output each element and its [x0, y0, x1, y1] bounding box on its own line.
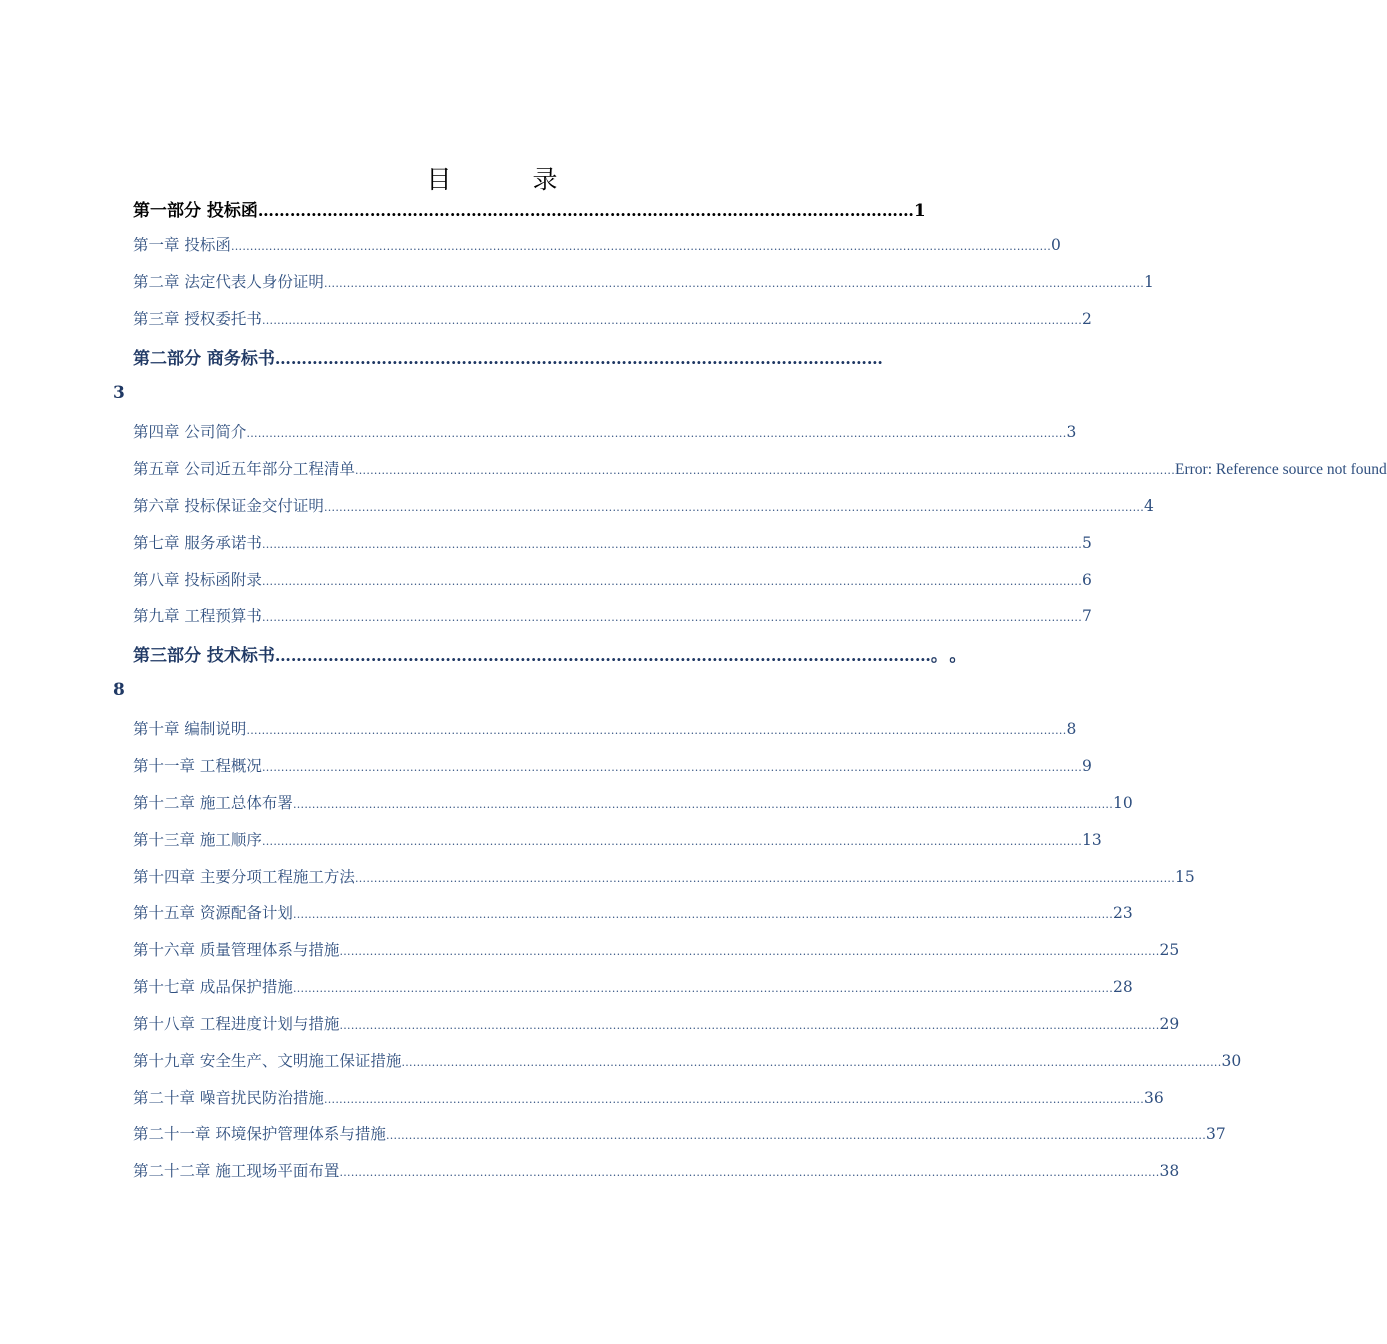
toc-label: 第二章 法定代表人身份证明: [133, 273, 324, 291]
toc-label: 第三章 授权委托书: [133, 310, 262, 328]
toc-page-number: 1: [1144, 273, 1154, 291]
toc-page-number: Error: Reference source not found: [1175, 461, 1387, 478]
toc-chapter-22[interactable]: [133, 1159, 1180, 1181]
toc-leader-dots: ……………………………………………………………………………………………………………: [257, 201, 914, 220]
toc-leader-dots: ........................................................................................................................................................................................................................: [339, 1166, 1160, 1179]
toc-label: 第十二章 施工总体布署: [133, 794, 293, 812]
toc-leader-dots: ........................................................................................................................................................................................................................: [261, 611, 1082, 624]
toc-page-number: 29: [1159, 1015, 1180, 1033]
toc-page-number: 36: [1144, 1089, 1164, 1107]
toc-page-number: 3: [113, 383, 125, 403]
toc-chapter-13[interactable]: [133, 828, 1102, 850]
toc-chapter-1[interactable]: [133, 233, 1061, 255]
toc-label: 第七章 服务承诺书: [133, 534, 262, 552]
toc-page-number: 0: [1051, 236, 1061, 254]
toc-label: 第四章 公司简介: [133, 423, 247, 441]
toc-leader-dots: ........................................................................................................................................................................................................................: [246, 724, 1067, 737]
toc-chapter-17[interactable]: [133, 975, 1133, 997]
toc-leader-dots: ........................................................................................................................................................................................................................: [261, 314, 1082, 327]
toc-page-number: 25: [1159, 941, 1180, 959]
toc-leader-dots: ........................................................................................................................................................................................................................: [354, 464, 1175, 477]
toc-leader-dots: ........................................................................................................................................................................................................................: [292, 908, 1113, 921]
toc-page-number: 3: [1066, 423, 1077, 441]
toc-chapter-18[interactable]: [133, 1012, 1180, 1034]
toc-chapter-15[interactable]: [133, 901, 1133, 923]
toc-leader-dots: ........................................................................................................................................................................................................................: [292, 798, 1113, 811]
toc-leader-dots: ........................................................................................................................................................................................................................: [261, 835, 1082, 848]
toc-leader-dots: ........................................................................................................................................................................................................................: [246, 427, 1067, 440]
toc-label: 第十一章 工程概况: [133, 757, 262, 775]
toc-chapter-2[interactable]: [133, 270, 1154, 292]
toc-chapter-7[interactable]: [133, 531, 1092, 553]
toc-page-number: 28: [1113, 978, 1133, 996]
toc-page-number: 13: [1082, 831, 1102, 849]
toc-chapter-11[interactable]: [133, 754, 1092, 776]
toc-page-number: 37: [1206, 1125, 1226, 1143]
toc-page-number: 4: [1144, 497, 1154, 515]
toc-label: 第二十一章 环境保护管理体系与措施: [133, 1125, 386, 1143]
toc-leader-dots: ........................................................................................................................................................................................................................: [261, 575, 1082, 588]
toc-chapter-8[interactable]: [133, 568, 1092, 590]
toc-chapter-21[interactable]: [133, 1122, 1226, 1144]
toc-leader-dots: ........................................................................................................................................................................................................................: [323, 501, 1144, 514]
toc-label: 第一部分 投标函: [133, 201, 258, 221]
toc-label: 第三部分 技术标书: [133, 646, 275, 666]
toc-chapter-14[interactable]: [133, 865, 1195, 887]
toc-leader-dots: ……………………………………………………………………………………………………: [274, 349, 883, 368]
toc-chapter-6[interactable]: [133, 494, 1154, 516]
toc-page-number: 10: [1113, 794, 1133, 812]
toc-chapter-9[interactable]: [133, 604, 1092, 626]
toc-label: 第二十章 噪音扰民防治措施: [133, 1089, 324, 1107]
toc-part-1[interactable]: [133, 196, 926, 221]
toc-chapter-16[interactable]: [133, 938, 1180, 960]
toc-leader-dots: ........................................................................................................................................................................................................................: [354, 872, 1175, 885]
toc-label: 第二十二章 施工现场平面布置: [133, 1162, 340, 1180]
toc-page-number: 30: [1221, 1052, 1242, 1070]
toc-page-number: 7: [1082, 607, 1092, 625]
toc-leader-dots: ........................................................................................................................................................................................................................: [339, 945, 1160, 958]
toc-chapter-12[interactable]: [133, 791, 1133, 813]
toc-leader-dots: ........................................................................................................................................................................................................................: [261, 761, 1082, 774]
toc-part-3[interactable]: [133, 641, 977, 666]
toc-label: 第十三章 施工顺序: [133, 831, 262, 849]
toc-label: 第九章 工程预算书: [133, 607, 262, 625]
toc-label: 第二部分 商务标书: [133, 349, 275, 369]
toc-leader-dots: ........................................................................................................................................................................................................................: [339, 1019, 1160, 1032]
toc-page-number: 23: [1113, 904, 1133, 922]
toc-page-number: 6: [1082, 571, 1092, 589]
toc-label: 第十七章 成品保护措施: [133, 978, 293, 996]
toc-chapter-10[interactable]: [133, 717, 1077, 739]
toc-page-number: 2: [1082, 310, 1092, 328]
toc-leader-dots: ........................................................................................................................................................................................................................: [230, 240, 1051, 253]
toc-page-number: 38: [1159, 1162, 1180, 1180]
toc-leader-dots: ……………………………………………………………………………………………………………: [274, 646, 931, 665]
toc-chapter-5[interactable]: [133, 457, 1387, 479]
toc-leader-dots: ........................................................................................................................................................................................................................: [292, 982, 1113, 995]
toc-label: 第五章 公司近五年部分工程清单: [133, 460, 355, 478]
toc-label: 第十八章 工程进度计划与措施: [133, 1015, 340, 1033]
toc-part-2[interactable]: [133, 344, 883, 369]
toc-leader-dots: ........................................................................................................................................................................................................................: [323, 1093, 1144, 1106]
toc-page-number: 5: [1082, 534, 1092, 552]
toc-label: 第十四章 主要分项工程施工方法: [133, 868, 355, 886]
toc-leader-dots: ........................................................................................................................................................................................................................: [401, 1056, 1222, 1069]
toc-leader-dots: ........................................................................................................................................................................................................................: [385, 1129, 1206, 1142]
toc-chapter-4[interactable]: [133, 420, 1077, 442]
toc-page-number: 9: [1082, 757, 1092, 775]
toc-label: 第十章 编制说明: [133, 720, 247, 738]
toc-page-number: 8: [113, 680, 125, 700]
toc-chapter-20[interactable]: [133, 1086, 1164, 1108]
toc-label: 第十九章 安全生产、文明施工保证措施: [133, 1052, 402, 1070]
toc-label: 第十六章 质量管理体系与措施: [133, 941, 340, 959]
toc-leader-dots: ........................................................................................................................................................................................................................: [323, 277, 1144, 290]
toc-title: 目 录: [426, 165, 586, 194]
toc-label: 第一章 投标函: [133, 236, 231, 254]
toc-chapter-19[interactable]: [133, 1049, 1242, 1071]
toc-page-number: 8: [1066, 720, 1077, 738]
toc-chapter-3[interactable]: [133, 307, 1092, 329]
toc-label: 第十五章 资源配备计划: [133, 904, 293, 922]
toc-page-number: 1: [913, 201, 926, 221]
toc-leader-dots: ........................................................................................................................................................................................................................: [261, 538, 1082, 551]
toc-label: 第八章 投标函附录: [133, 571, 262, 589]
toc-part-suffix: 。。: [930, 646, 977, 666]
toc-label: 第六章 投标保证金交付证明: [133, 497, 324, 515]
toc-page-number: 15: [1175, 868, 1195, 886]
